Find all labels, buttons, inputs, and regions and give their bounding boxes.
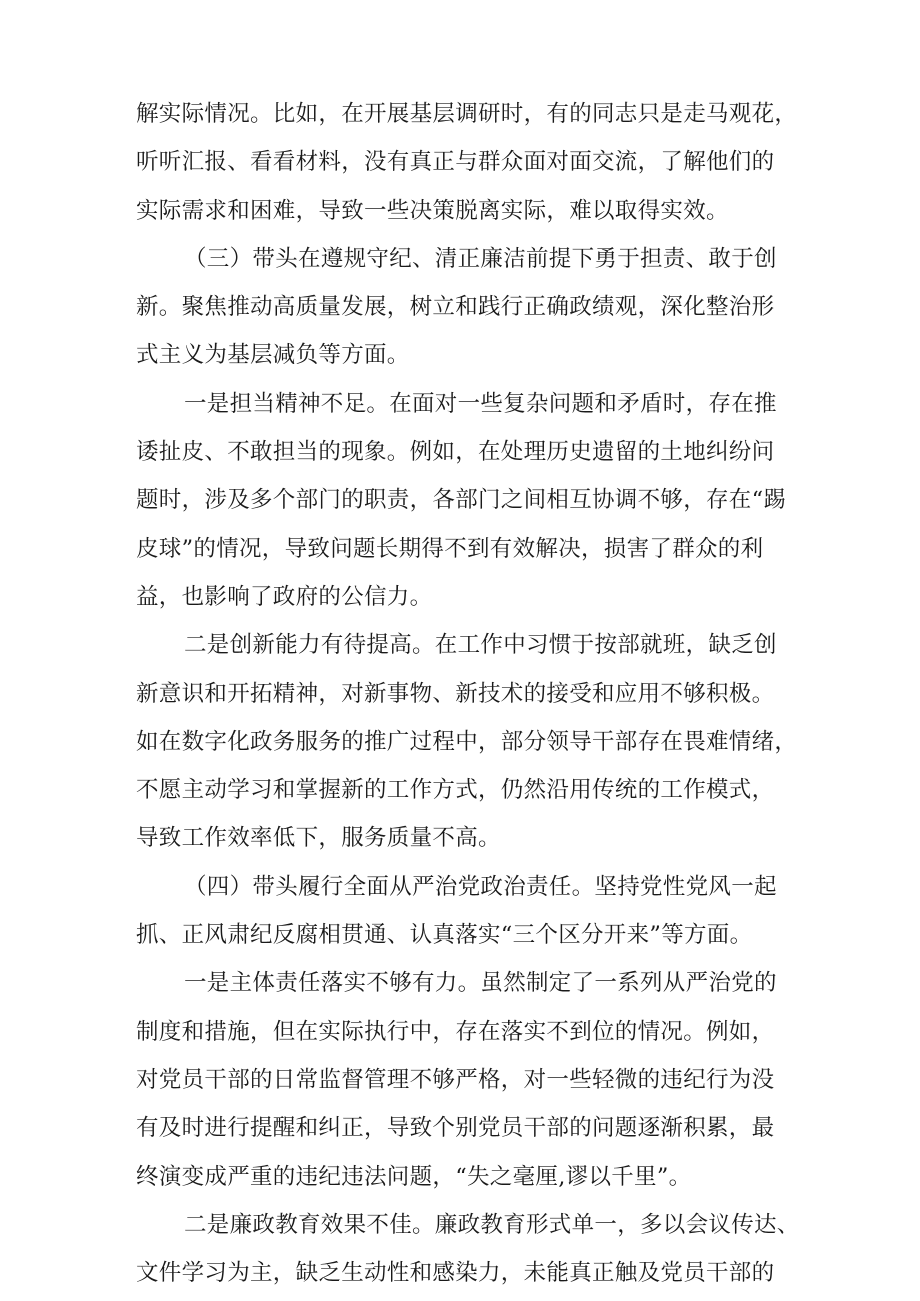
text-line: 题时，涉及多个部门的职责，各部门之间相互协调不够，存在“踢 bbox=[136, 487, 787, 514]
text-line: 文件学习为主，缺乏生动性和感染力，未能真正触及党员干部的 bbox=[136, 1260, 775, 1287]
paragraph-start: 二是创新能力有待提高。在工作中习惯于按部就班，缺乏创 bbox=[184, 632, 777, 659]
text-line: 有及时进行提醒和纠正，导致个别党员干部的问题逐渐积累，最 bbox=[136, 1115, 775, 1142]
text-line: 益，也影响了政府的公信力。 bbox=[136, 583, 433, 610]
text-line: 制度和措施，但在实际执行中，存在落实不到位的情况。例如， bbox=[136, 1018, 775, 1045]
text-line: 皮球”的情况，导致问题长期得不到有效解决，损害了群众的利 bbox=[136, 535, 764, 562]
paragraph-start: 一是主体责任落实不够有力。虽然制定了一系列从严治党的 bbox=[184, 970, 777, 997]
text-line: 式主义为基层减负等方面。 bbox=[136, 342, 410, 369]
paragraph-start: 二是廉政教育效果不佳。廉政教育形式单一，多以会议传达、 bbox=[184, 1211, 800, 1238]
text-line: 诿扯皮、不敢担当的现象。例如，在处理历史遗留的土地纠纷问 bbox=[136, 439, 775, 466]
text-line: 实际需求和困难，导致一些决策脱离实际，难以取得实效。 bbox=[136, 197, 729, 224]
document-body bbox=[136, 90, 812, 1297]
section-heading-4: （四）带头履行全面从严治党政治责任。坚持党性党风一起 bbox=[184, 873, 777, 900]
text-line: 新。聚焦推动高质量发展，树立和践行正确政绩观，深化整治形 bbox=[136, 294, 775, 321]
text-line: 听听汇报、看看材料，没有真正与群众面对面交流，了解他们的 bbox=[136, 149, 775, 176]
text-line: 导致工作效率低下，服务质量不高。 bbox=[136, 825, 501, 852]
text-line: 新意识和开拓精神，对新事物、新技术的接受和应用不够积极。 bbox=[136, 680, 775, 707]
text-line: 对党员干部的日常监督管理不够严格，对一些轻微的违纪行为没 bbox=[136, 1066, 775, 1093]
text-line: 不愿主动学习和掌握新的工作方式，仍然沿用传统的工作模式， bbox=[136, 777, 775, 804]
text-line: 终演变成严重的违纪违法问题，“失之毫厘,谬以千里”。 bbox=[136, 1163, 692, 1190]
text-line: 如在数字化政务服务的推广过程中，部分领导干部存在畏难情绪， bbox=[136, 728, 798, 755]
section-heading-3: （三）带头在遵规守纪、清正廉洁前提下勇于担责、敢于创 bbox=[184, 245, 777, 272]
text-line: 抓、正风肃纪反腐相贯通、认真落实“三个区分开来”等方面。 bbox=[136, 922, 753, 949]
paragraph-start: 一是担当精神不足。在面对一些复杂问题和矛盾时，存在推 bbox=[184, 390, 777, 417]
text-line: 解实际情况。比如，在开展基层调研时，有的同志只是走马观花， bbox=[136, 101, 798, 127]
